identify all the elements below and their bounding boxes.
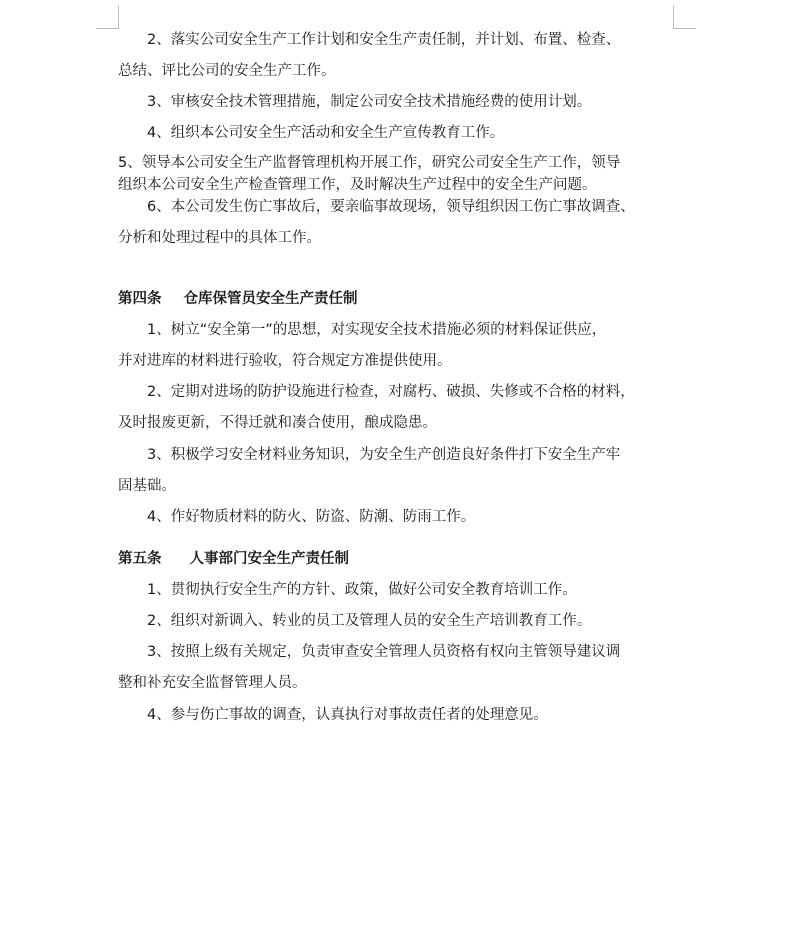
s3-item6-line1: 6、本公司发生伤亡事故后，要亲临事故现场，领导组织因工伤亡事故调查、 — [147, 199, 635, 215]
s4-item3-line2: 固基础。 — [118, 478, 176, 494]
s4-item2-line2: 及时报废更新，不得迁就和凑合使用，酿成隐患。 — [118, 415, 437, 431]
s3-item3: 3、审核安全技术管理措施，制定公司安全技术措施经费的使用计划。 — [147, 94, 592, 110]
s4-item2-line1: 2、定期对进场的防护设施进行检查，对腐朽、破损、失修或不合格的材料， — [147, 384, 635, 400]
s4-item3-line1: 3、积极学习安全材料业务知识，为安全生产创造良好条件打下安全生产牢 — [147, 447, 621, 463]
crop-mark-top-right — [673, 6, 696, 29]
s3-item6-line2: 分析和处理过程中的具体工作。 — [118, 230, 321, 246]
s3-item4: 4、组织本公司安全生产活动和安全生产宣传教育工作。 — [147, 125, 505, 141]
s3-item5-line2: 组织本公司安全生产检查管理工作，及时解决生产过程中的安全生产问题。 — [118, 177, 597, 193]
s5-item3-line1: 3、按照上级有关规定，负责审查安全管理人员资格有权向主管领导建议调 — [147, 644, 621, 660]
s5-item4: 4、参与伤亡事故的调查，认真执行对事故责任者的处理意见。 — [147, 707, 548, 723]
section4-title: 仓库保管员安全生产责任制 — [183, 291, 358, 307]
section5-title: 人事部门安全生产责任制 — [189, 551, 349, 567]
s3-item2-line2: 总结、评比公司的安全生产工作。 — [118, 63, 336, 79]
s5-item3-line2: 整和补充安全监督管理人员。 — [118, 675, 307, 691]
s4-item4: 4、作好物质材料的防火、防盗、防潮、防雨工作。 — [147, 509, 476, 525]
s5-item1: 1、贯彻执行安全生产的方针、政策，做好公司安全教育培训工作。 — [147, 582, 577, 598]
section4-heading — [118, 289, 358, 309]
s5-item2: 2、组织对新调入、转业的员工及管理人员的安全生产培训教育工作。 — [147, 613, 592, 629]
section5-number: 第五条 — [118, 551, 162, 567]
s4-item1-line2: 并对进库的材料进行验收，符合规定方准提供使用。 — [118, 353, 452, 369]
crop-mark-top-left — [96, 6, 119, 29]
s3-item5-line1: 5、领导本公司安全生产监督管理机构开展工作，研究公司安全生产工作，领导 — [118, 155, 621, 171]
s4-item1-line1: 1、树立“安全第一”的思想，对实现安全技术措施必须的材料保证供应， — [147, 322, 607, 338]
s3-item2-line1: 2、落实公司安全生产工作计划和安全生产责任制，并计划、布置、检查、 — [147, 32, 621, 48]
section5-heading — [118, 549, 349, 569]
section4-number: 第四条 — [118, 291, 162, 307]
